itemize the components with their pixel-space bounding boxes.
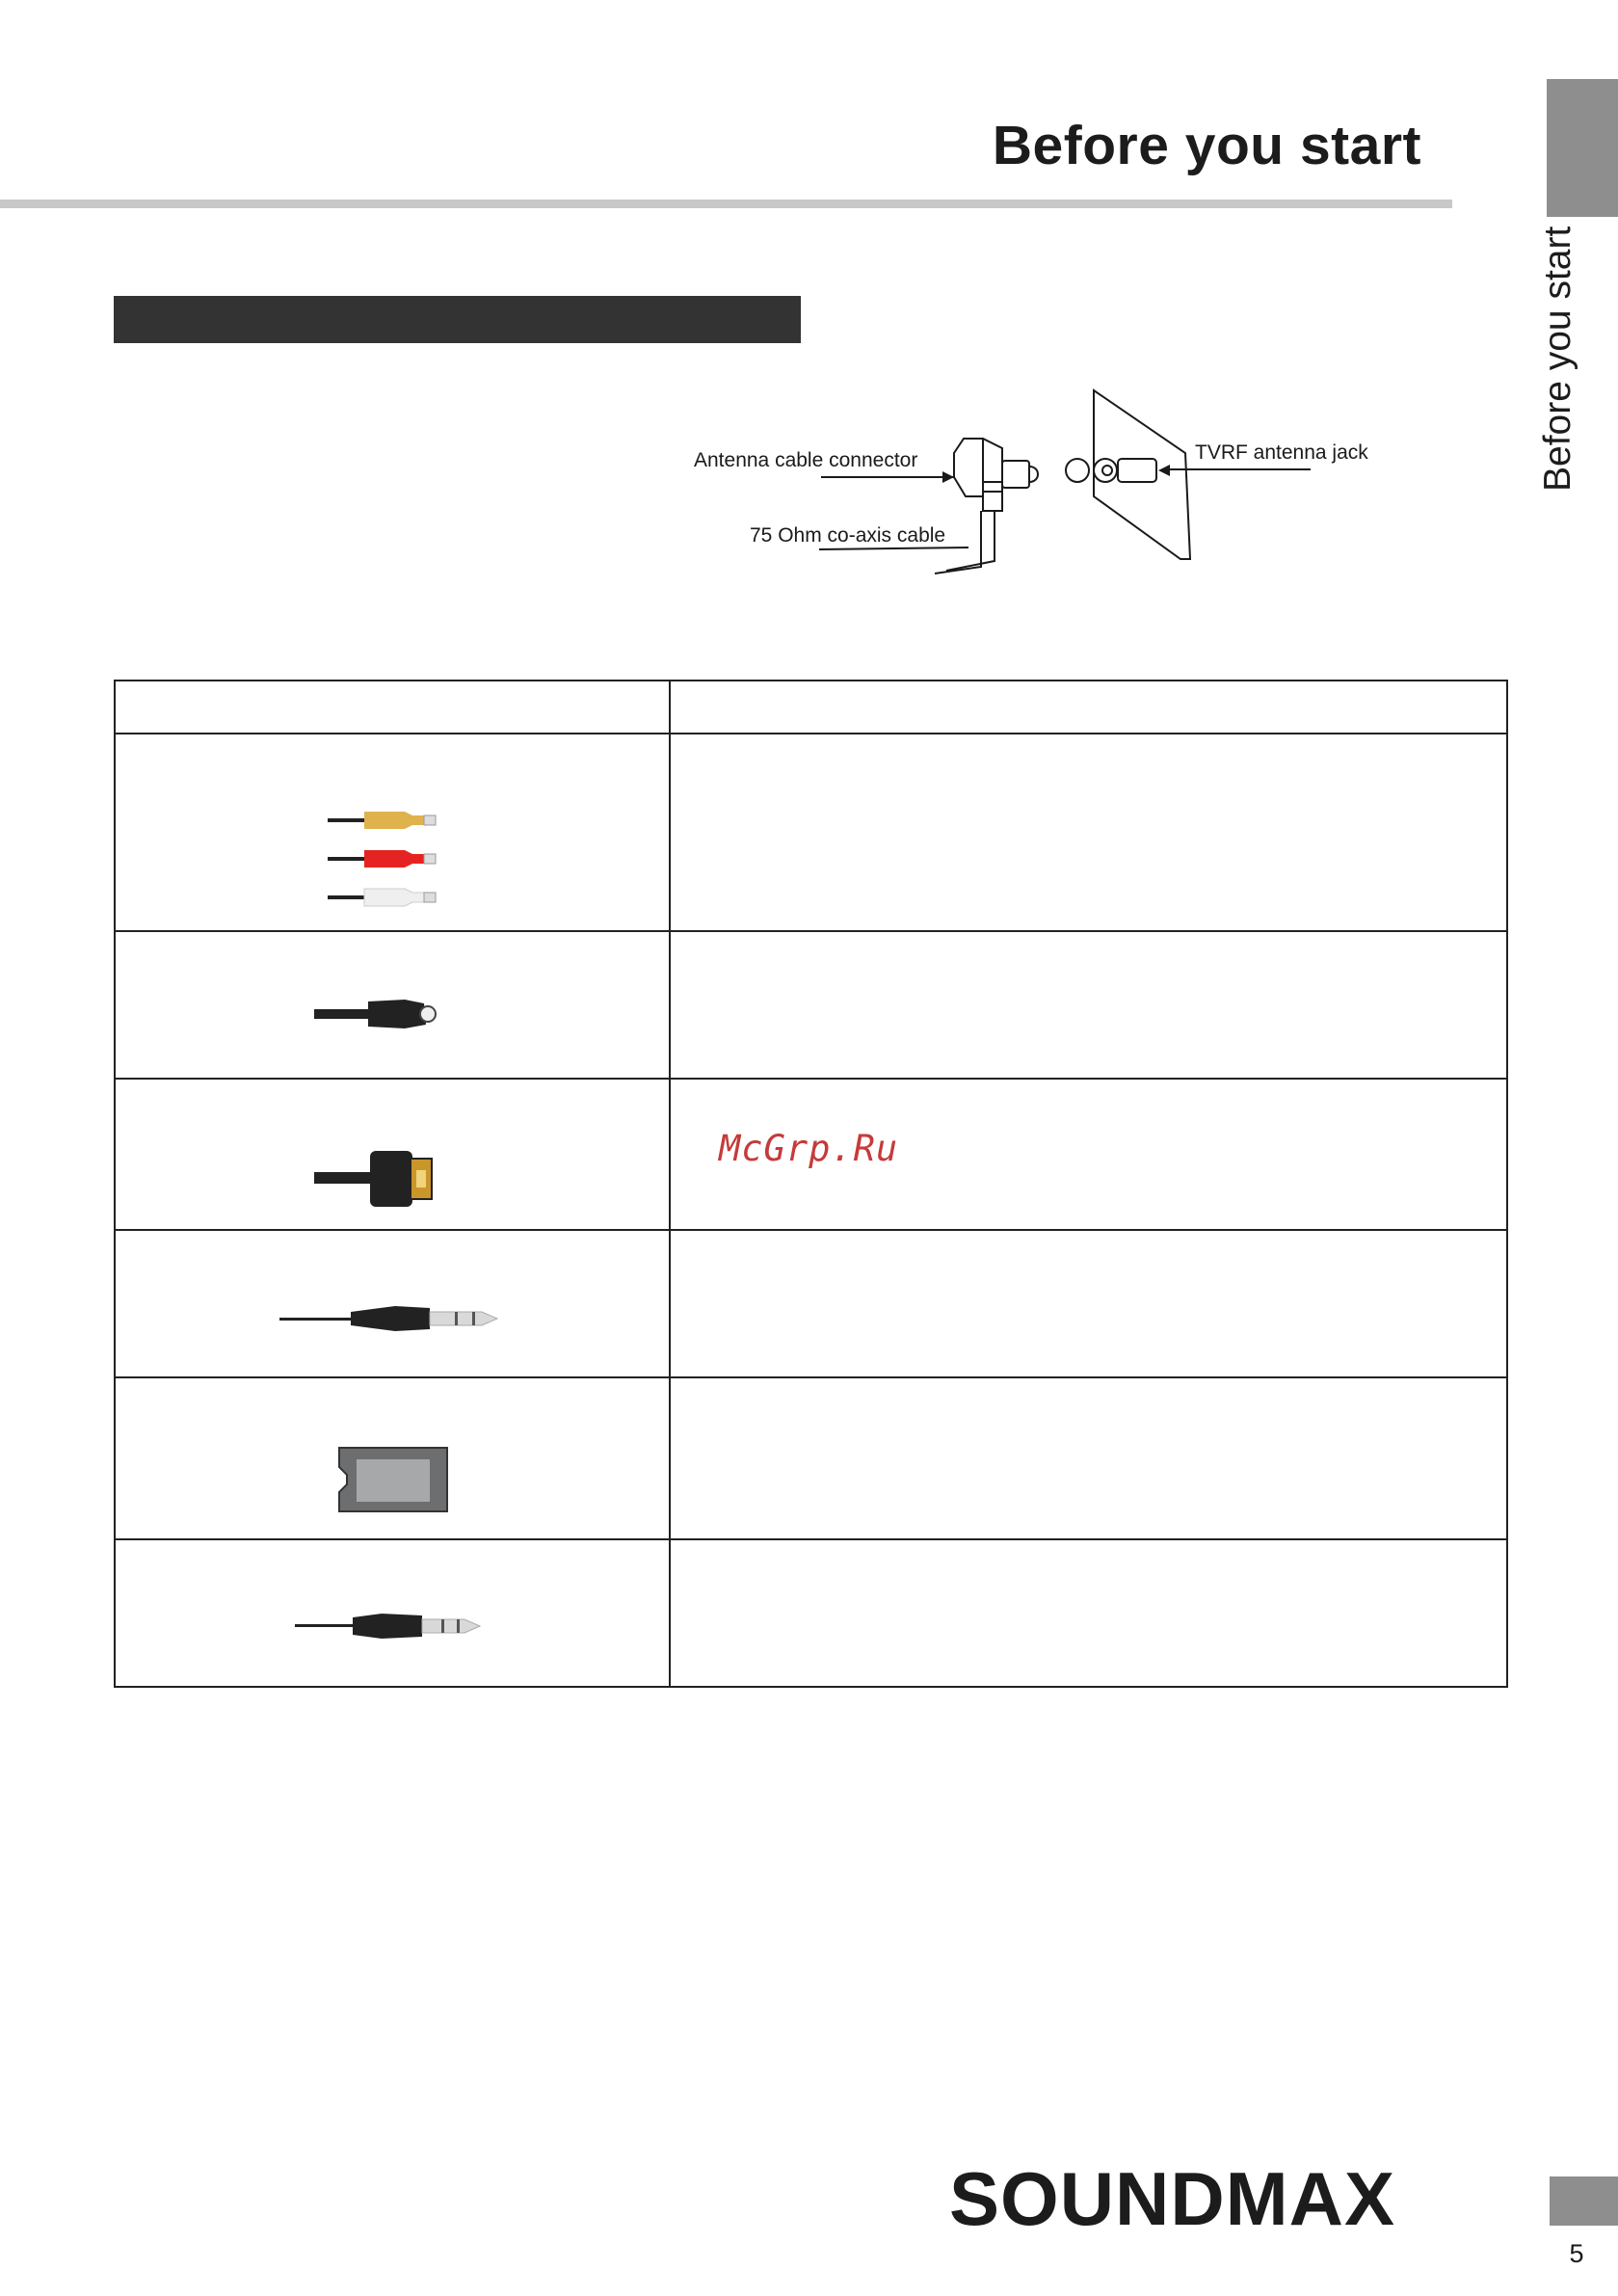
header-divider — [0, 200, 1452, 208]
page-title: Before you start — [992, 115, 1421, 176]
mini-av-plug-icon — [116, 932, 669, 1073]
brand-logo: SOUNDMAX — [949, 2156, 1396, 2241]
cable-label: 75 Ohm co-axis cable — [750, 524, 946, 547]
table-cell-description — [670, 1377, 1507, 1539]
hdmi-plug-icon — [116, 1080, 669, 1224]
table-header-cell — [670, 681, 1507, 734]
side-tab-marker — [1547, 79, 1618, 217]
table-cell-icon — [115, 931, 670, 1079]
table-row — [115, 1377, 1507, 1539]
page-number-tab — [1550, 2176, 1618, 2226]
rca-av-cable-icon — [116, 734, 669, 925]
connector-label: Antenna cable connector — [694, 449, 918, 471]
section-heading-bar — [114, 296, 801, 343]
table-header-cell — [115, 681, 670, 734]
table-cell-description — [670, 734, 1507, 931]
table-row — [115, 1230, 1507, 1377]
table-cell-description — [670, 931, 1507, 1079]
table-cell-icon — [115, 1377, 670, 1539]
connections-table — [114, 680, 1508, 1688]
jack-label: TVRF antenna jack — [1195, 441, 1368, 464]
table-header-row — [115, 681, 1507, 734]
side-tab-label: Before you start — [1537, 227, 1578, 493]
watermark: McGrp.Ru — [719, 1128, 899, 1169]
table-cell-description — [670, 1539, 1507, 1687]
audio-jack-plug-icon — [116, 1540, 669, 1681]
headphone-jack-plug-icon — [116, 1231, 669, 1372]
table-cell-description — [670, 1230, 1507, 1377]
table-cell-icon — [115, 734, 670, 931]
table-cell-icon — [115, 1079, 670, 1230]
ci-module-card-icon — [116, 1378, 669, 1534]
table-row — [115, 1539, 1507, 1687]
antenna-diagram-drawing — [694, 386, 1407, 588]
table-row — [115, 931, 1507, 1079]
table-cell-icon — [115, 1230, 670, 1377]
antenna-connection-diagram — [694, 386, 1407, 588]
table-cell-icon — [115, 1539, 670, 1687]
table-row — [115, 734, 1507, 931]
page-number: 5 — [1569, 2239, 1584, 2268]
